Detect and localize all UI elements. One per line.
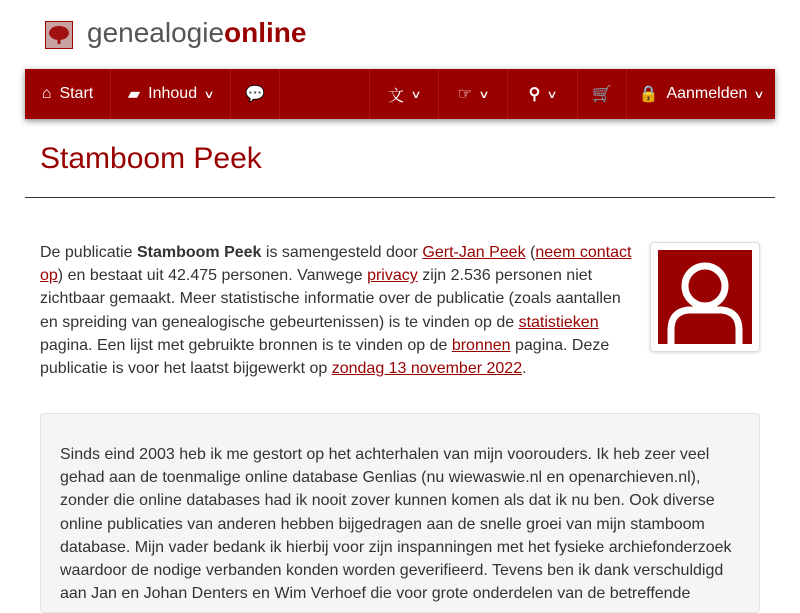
brand-part1: genealogie (87, 17, 225, 48)
nav-start-label: Start (59, 85, 94, 102)
nav-cart[interactable] (578, 69, 627, 119)
nav-language[interactable] (369, 69, 439, 119)
contact-link[interactable]: neem contact op (40, 244, 632, 285)
text: pagina. Deze publicatie is voor het laatst bijgewerkt op (40, 336, 610, 378)
description-text: Sinds eind 2003 heb ik me gestort op het achterhalen van mijn voorouders. Ik heb zeer veel gehad aan de toenmalige online database Genlias (nu wiewaswie.nl en openarchieven.nl), zonder die online databases had ik nooit zover kunnen komen als dat ik nu ben. Ook diverse online publicaties van anderen hebben bijgedragen aan de snelle groei van mijn stamboom database. Mijn vader bedank ik hierbij voor zijn inspanningen met het fysieke archiefonderzoek waardoor de nodige verbanden konden worden geverifieerd. Tevens ben ik dank verschuldigd aan Jan en Johan Denters en Wim Verhoef die voor grote onderdelen van de betreffende (60, 446, 732, 603)
search-icon: ⚲ (528, 86, 541, 103)
brand-wordmark[interactable] (87, 17, 306, 49)
nav-login-label: Aanmelden (666, 85, 748, 102)
chevron-down-icon: ∨ (546, 88, 559, 101)
page-title: Stamboom Peek (40, 142, 262, 175)
lock-icon: 🔒 (638, 86, 659, 103)
text: ) en bestaat uit 42.475 personen. Vanwege (57, 267, 368, 285)
nav-inhoud-label: Inhoud (148, 85, 198, 102)
book-icon: ▰ (127, 86, 141, 103)
hand-pointer-icon: ☞ (457, 86, 473, 103)
chevron-down-icon: ∨ (203, 88, 215, 101)
translate-icon: 文 (387, 87, 404, 105)
publication-name: Stamboom Peek (136, 244, 262, 261)
avatar (650, 242, 760, 352)
updated-date-link[interactable]: zondag 13 november 2022 (331, 360, 523, 378)
chevron-down-icon: ∨ (753, 88, 766, 101)
nav-inhoud[interactable] (111, 69, 231, 119)
text: . (522, 360, 527, 378)
chevron-down-icon: ∨ (410, 88, 422, 101)
nav-login[interactable] (627, 69, 775, 119)
nav-start[interactable] (25, 69, 111, 119)
description-box (40, 413, 760, 613)
home-icon: ⌂ (41, 85, 52, 102)
nav-search[interactable] (508, 69, 578, 119)
comments-icon: 💬 (245, 86, 265, 103)
chevron-down-icon: ∨ (478, 88, 490, 101)
logo-icon[interactable] (45, 21, 73, 49)
cart-icon: 🛒 (592, 86, 612, 103)
text: De publicatie (40, 244, 137, 261)
intro-text (40, 241, 640, 380)
nav-forum[interactable] (231, 69, 280, 119)
author-link[interactable]: Gert-Jan Peek (422, 244, 526, 261)
text: zijn 2.536 personen niet zichtbaar gemaakt. Meer statistische informatie over de publicatie (zoals aantallen en spreiding van genealogische gebeurtenissen) is te vinden op de (40, 267, 621, 331)
nav-recommend[interactable] (439, 69, 508, 119)
divider (25, 197, 775, 198)
privacy-link[interactable]: privacy (367, 267, 418, 285)
main-nav (25, 69, 775, 119)
text: ( (525, 244, 536, 261)
text: is samengesteld door (261, 244, 423, 261)
statistics-link[interactable]: statistieken (518, 313, 599, 331)
brand-part2: online (224, 17, 307, 48)
sources-link[interactable]: bronnen (451, 336, 511, 354)
text: pagina. Een lijst met gebruikte bronnen is te vinden op de (40, 336, 452, 354)
